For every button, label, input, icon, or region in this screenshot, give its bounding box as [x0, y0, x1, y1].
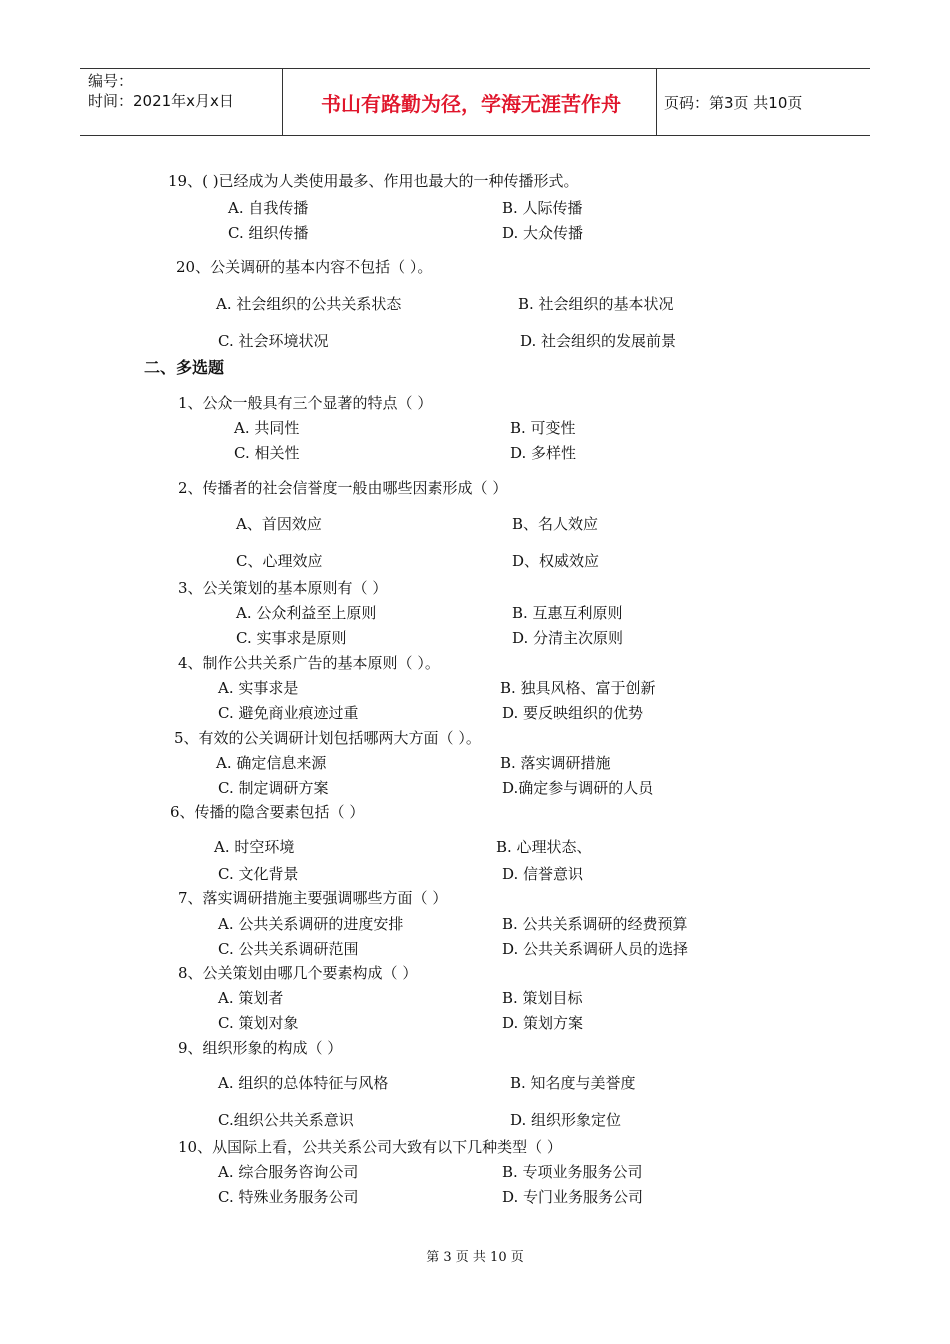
- document-number-label: 编号：: [88, 72, 134, 90]
- option-m3-a: A. 公众利益至上原则: [236, 604, 377, 622]
- option-m1-c: C. 相关性: [234, 444, 300, 462]
- option-m3-b: B. 互惠互利原则: [512, 604, 623, 622]
- option-m2-d: D、权威效应: [512, 552, 600, 570]
- header-meta: [88, 71, 234, 111]
- header-motto: 书山有路勤为径，学海无涯苦作舟: [321, 91, 621, 116]
- question-m8: 8、公关策划由哪几个要素构成（ ）: [178, 964, 418, 982]
- option-19-d: D. 大众传播: [502, 224, 584, 242]
- option-m10-d: D. 专门业务服务公司: [502, 1188, 644, 1206]
- option-m1-a: A. 共同性: [234, 419, 300, 437]
- option-m8-d: D. 策划方案: [502, 1014, 584, 1032]
- option-m4-d: D. 要反映组织的优势: [502, 704, 644, 722]
- option-m10-b: B. 专项业务服务公司: [502, 1163, 643, 1181]
- option-m9-a: A. 组织的总体特征与风格: [218, 1074, 389, 1092]
- document-date: 时间：2021年x月x日: [88, 92, 234, 110]
- question-m1: 1、公众一般具有三个显著的特点（ ）: [178, 394, 433, 412]
- header-divider: [282, 69, 283, 135]
- option-20-c: C. 社会环境状况: [218, 332, 329, 350]
- option-m5-d: D.确定参与调研的人员: [502, 779, 654, 797]
- option-19-b: B. 人际传播: [502, 199, 583, 217]
- option-m7-c: C. 公共关系调研范围: [218, 940, 359, 958]
- question-19: 19、( )已经成为人类使用最多、作用也最大的一种传播形式。: [168, 172, 579, 190]
- option-m9-c: C.组织公共关系意识: [218, 1111, 354, 1129]
- option-m10-c: C. 特殊业务服务公司: [218, 1188, 359, 1206]
- option-m8-a: A. 策划者: [218, 989, 284, 1007]
- option-m9-b: B. 知名度与美誉度: [510, 1074, 636, 1092]
- question-m9: 9、组织形象的构成（ ）: [178, 1039, 343, 1057]
- option-20-a: A. 社会组织的公共关系状态: [216, 295, 402, 313]
- option-m3-c: C. 实事求是原则: [236, 629, 347, 647]
- option-m7-d: D. 公共关系调研人员的选择: [502, 940, 689, 958]
- option-19-c: C. 组织传播: [228, 224, 309, 242]
- option-m1-b: B. 可变性: [510, 419, 576, 437]
- page-footer: 第 3 页 共 10 页: [426, 1250, 524, 1265]
- option-m4-b: B. 独具风格、富于创新: [500, 679, 656, 697]
- option-m4-a: A. 实事求是: [218, 679, 299, 697]
- question-m2: 2、传播者的社会信誉度一般由哪些因素形成（ ）: [178, 479, 508, 497]
- option-m5-c: C. 制定调研方案: [218, 779, 329, 797]
- header-divider: [656, 69, 657, 135]
- option-m9-d: D. 组织形象定位: [510, 1111, 622, 1129]
- question-m5: 5、有效的公关调研计划包括哪两大方面（ ）。: [174, 729, 481, 747]
- page-header: [80, 68, 870, 136]
- question-m7: 7、落实调研措施主要强调哪些方面（ ）: [178, 889, 448, 907]
- question-m4: 4、制作公共关系广告的基本原则（ ）。: [178, 654, 440, 672]
- option-m8-c: C. 策划对象: [218, 1014, 299, 1032]
- option-m7-a: A. 公共关系调研的进度安排: [218, 915, 404, 933]
- option-m6-c: C. 文化背景: [218, 865, 299, 883]
- option-m6-b: B. 心理状态、: [496, 838, 592, 856]
- question-20: 20、公关调研的基本内容不包括（ ）。: [176, 258, 433, 276]
- option-m6-a: A. 时空环境: [214, 838, 295, 856]
- question-m6: 6、传播的隐含要素包括（ ）: [170, 803, 365, 821]
- option-m6-d: D. 信誉意识: [502, 865, 584, 883]
- option-m3-d: D. 分清主次原则: [512, 629, 624, 647]
- option-m8-b: B. 策划目标: [502, 989, 583, 1007]
- option-m2-a: A、首因效应: [236, 515, 322, 533]
- option-m5-b: B. 落实调研措施: [500, 754, 611, 772]
- section-heading: 二、多选题: [144, 358, 225, 377]
- header-page-info: 页码：第3页 共10页: [664, 93, 803, 112]
- option-20-d: D. 社会组织的发展前景: [520, 332, 677, 350]
- option-m2-c: C、心理效应: [236, 552, 323, 570]
- question-m10: 10、从国际上看，公共关系公司大致有以下几种类型（ ）: [178, 1138, 562, 1156]
- option-m2-b: B、名人效应: [512, 515, 599, 533]
- option-20-b: B. 社会组织的基本状况: [518, 295, 674, 313]
- option-m4-c: C. 避免商业痕迹过重: [218, 704, 359, 722]
- option-m7-b: B. 公共关系调研的经费预算: [502, 915, 688, 933]
- option-m1-d: D. 多样性: [510, 444, 577, 462]
- option-m5-a: A. 确定信息来源: [216, 754, 327, 772]
- option-m10-a: A. 综合服务咨询公司: [218, 1163, 359, 1181]
- question-m3: 3、公关策划的基本原则有（ ）: [178, 579, 388, 597]
- option-19-a: A. 自我传播: [228, 199, 309, 217]
